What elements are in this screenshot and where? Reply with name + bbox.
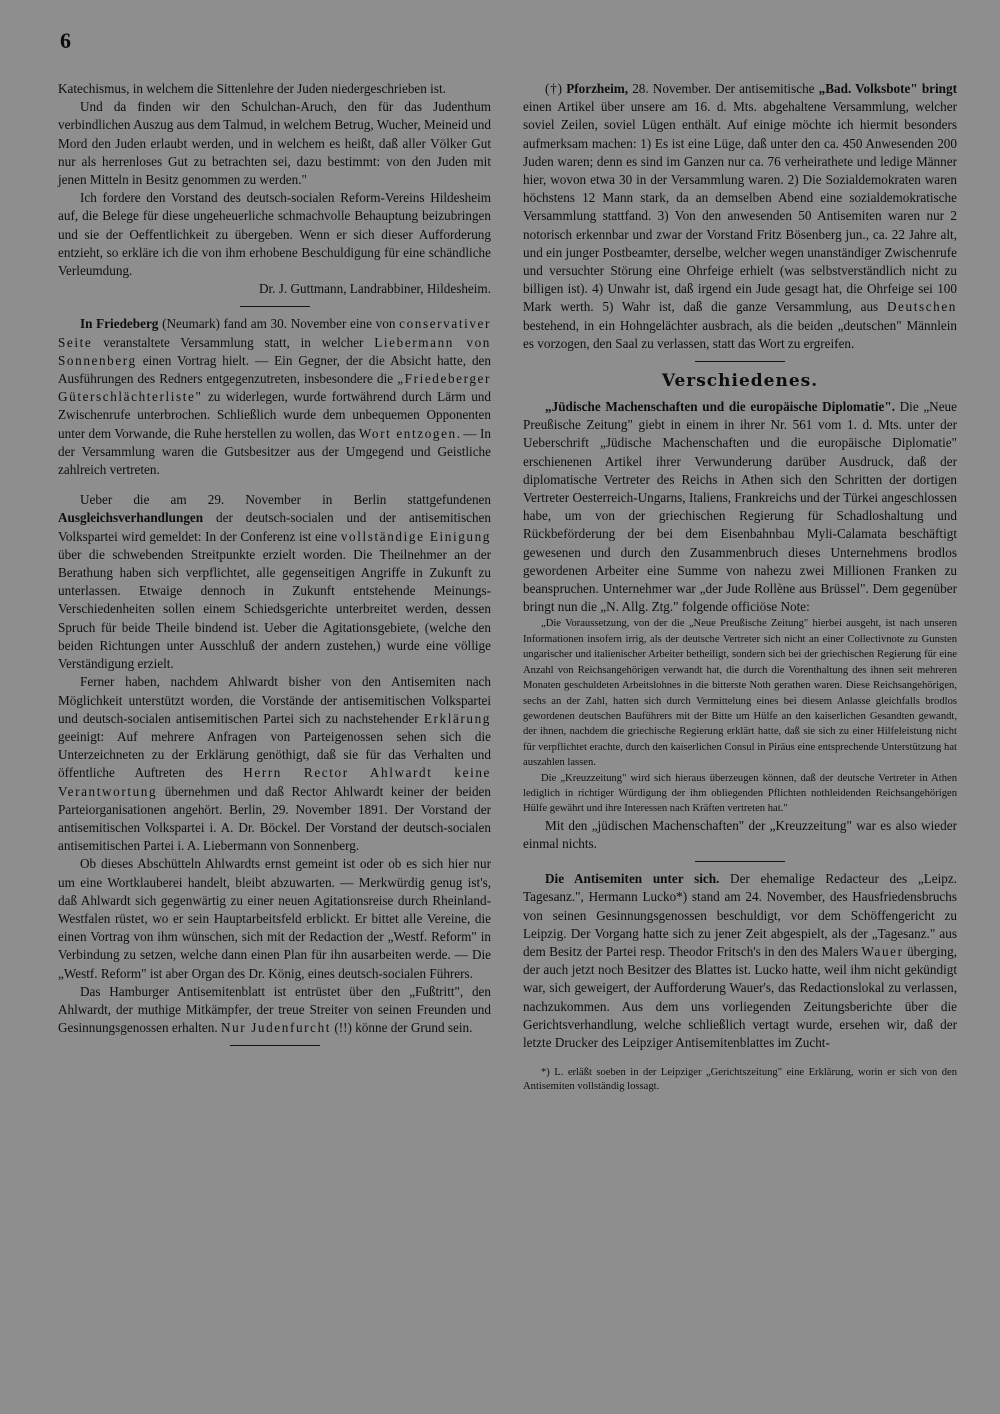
paragraph-machenschaften: „Jüdische Machenschaften und die europäische Diplomatie". Die „Neue Preußische Zeitung" giebt in einem in ihrer Nr. 561 vom 1. d. Mts. unter der Ueberschrift „Jüdische Machenschaften und die europäische Diplomatie" erschienenen Artikel ihrer Verwunderung darüber Ausdruck, daß der diplomatische Vertreter des Reichs in Athen sich den Schritten der dortigen Vertreter Oesterreich-Ungarns, Italiens, Frankreichs und der Türkei angeschlossen habe, um von der griechischen Regierung für Schadloshaltung und Rückbeförderung der bei dem Eisenbahnbau Myli-Calamata beschäftigt gewesenen und durch den Zusammenbruch dieses Unternehmens brodlos gewordenen Arbeiter eine Summe von nahezu zwei Millionen Franken zu beanspruchen. Unternehmer war „der Jude Rollène aus Brüssel". Dem gegenüber bringt nun die „N. Allg. Ztg." folgende officiöse Note: [523,399,957,615]
article-heading: „Jüdische Machenschaften und die europäische Diplomatie". [545,399,896,415]
section-title: Verschiedenes. [661,371,819,392]
note-paragraph: „Die Voraussetzung, von der die „Neue Preußische Zeitung" hierbei ausgeht, ist nach unseren Informationen insofern irrig, als der deutsche Vertreter sich nicht an einer Collectivnote zu Gunsten ungarischer und italienischer Arbeiter betheiligt, sondern sich bei der griechischen Regierung für eine Anzahl von Reichsangehörigen verwandt hat, die durch die Vorenthaltung des ihnen seit mehreren Monaten geschuldeten Arbeitslohnes in die bitterste Noth gerathen waren. Diese Reichsangehörigen, sechs an der Zahl, hatten sich durch Vermittelung eines bei diesem Anlasse gleichfalls brodlos gewordenen deutschen Bauführers mit der Bitte um Hülfe an den kaiserlichen Gesandten gewandt, der ihnen, nachdem die griechische Regierung erklärt hatte, daß sie sich zu einer Hilfeleistung nicht für verpflichtet erachte, durch den kaiserlichen Consul in Piräus eine entsprechende Unterstützung hat auszahlen lassen. [523,618,957,769]
paragraph: Mit den „jüdischen Machenschaften" der „Kreuzzeitung" war es also wieder einmal nichts. [523,817,957,851]
divider [695,861,785,862]
paragraph: Ob dieses Abschütteln Ahlwardts ernst gemeint ist oder ob es sich hier nur um eine Wortklauberei handelt, bleibt abzuwarten. — Merkwürdig genug ist's, daß Ahlwardt sich gegenwärtig zu einer neuen Agitationsreise durch Rheinland-Westfalen rüstet, wo er sein Hauptarbeitsfeld erblickt. Er bittet alle Vereine, die einen Vortrag von ihm wünschen, sich mit der Redaction der „Westf. Reform" in Verbindung zu setzen, welche dann einen Plan für ihn ausarbeiten werde. — Die „Westf. Reform" ist aber Organ des Dr. König, eines deutsch-socialen Führers. [58,856,491,981]
paragraph-hamburg: Das Hamburger Antisemitenblatt ist entrüstet über den „Fußtritt", den Ahlwardt, der muthige Mitkämpfer, der treue Streiter von seinen Freunden und Gesinnungsgenossen erhalten. Nur Judenfurcht (!!) könne der Grund sein. [58,983,491,1036]
article-heading: Die Antisemiten unter sich. [545,871,720,887]
paragraph: Katechismus, in welchem die Sittenlehre der Juden niedergeschrieben ist. [58,81,446,96]
article-heading: In Friedeberg [80,316,159,332]
paragraph-friedeberg: In Friedeberg (Neumark) fand am 30. November eine von conservativer Seite veranstaltete Versammlung statt, in welcher Liebermann von Sonnenberg einen Vortrag hielt. — Ein Gegner, der die Absicht hatte, den Ausführungen des Redners entgegenzutreten, insbesondere die „Friedeberger Güterschlächterliste" zu widerlegen, wurde fortwährend durch Lärm und Zwischenrufe unterbrochen. Schließlich wurde dem unbequemen Opponenten unter dem Vorwande, die Ruhe herstellen zu wollen, das Wort entzogen. — In der Versammlung waren die Gutsbesitzer aus der Umgegend und Geistliche zahlreich vertreten. [58,316,491,478]
article-heading: Pforzheim, [566,81,629,96]
right-column [523,80,957,1094]
paragraph-antisemiten: Die Antisemiten unter sich. Der ehemalige Redacteur des „Leipz. Tagesanz.", Hermann Lucko*) stand am 24. November, des Hausfriedensbruchs von seinen Gesinnungsgenossen beschuldigt, vor dem Schöffengericht zu Leipzig. Der Vorgang hatte sich zu jener Zeit abgespielt, als der „Tagesanz." aus dem Besitz der Partei resp. Theodor Fritsch's in den des Malers Wauer überging, der auch jetzt noch Besitzer des Blattes ist. Lucko hatte, weil ihm nicht gekündigt war, sich geweigert, der Aufforderung Wauer's, das Redactionslokal zu verlassen, nachzukommen. Aus dem uns vorliegenden Zeitungsberichte über die Gerichtsverhandlung, welche schließlich vertagt wurde, ersehen wir, daß der letzte Drucker des Leipziger Antisemitenblattes im Zucht- [523,871,958,1050]
left-column [58,80,491,1054]
note-paragraph: Die „Kreuzzeitung" wird sich hieraus überzeugen können, daß der deutsche Vertreter in Athen lediglich in richtiger Würdigung der ihm obliegenden Pflichten nothleidenden Reichsangehörigen Hülfe gewährt und ihre Interessen nach Kräften vertreten hat." [523,772,957,815]
footnote: *) L. erläßt soeben in der Leipziger „Gerichtszeitung" eine Erklärung, worin er sich von den Antisemiten vollständig lossagt. [523,1067,957,1093]
signature: Dr. J. Guttmann, Landrabbiner, Hildesheim. [258,281,491,297]
paragraph-ferner: Ferner haben, nachdem Ahlwardt bisher von den Antisemiten nach Möglichkeit unterstützt worden, die Vorstände der antisemitischen Volkspartei und deutsch-socialen antisemitischen Partei sich zu nachstehender Erklärung geeinigt: Auf mehrere Anfragen von Parteigenossen sehen sich die Unterzeichneten zu der Erklärung genöthigt, daß sie für das Verhalten und öffentliche Auftreten des Herrn Rector Ahlwardt keine Verantwortung übernehmen und daß Rector Ahlwardt keiner der beiden Parteiorganisationen angehört. Berlin, 29. November 1891. Der Vorstand der antisemitischen Volkspartei i. A. Dr. Böckel. Der Vorstand der deutsch-socialen antisemitischen Partei i. A. Liebermann von Sonnenberg. [58,674,491,854]
divider [230,1045,320,1046]
paragraph-ausgleich: Ueber die am 29. November in Berlin stattgefundenen Ausgleichsverhandlungen der deutsch-socialen und der antisemitischen Volkspartei wird gemeldet: In der Conferenz ist eine vollständige Einigung über die schwebenden Streitpunkte erzielt worden. Die Theilnehmer an der Berathung haben sich verpflichtet, alle gegenseitigen Angriffe in Zukunft zu unterlassen. Etwaige dennoch in Zukunft entstehende Meinungs-Verschiedenheiten sollen einem Schiedsgerichte unterbreitet werden, dessen Spruch für beide Theile bindend ist. Ueber die Agitationsgebiete, (welche den beiden Richtungen unter Ausschluß der andern zustehen,) wurde eine völlige Verständigung erzielt. [58,492,491,672]
divider [240,306,310,307]
paragraph: Ich fordere den Vorstand des deutsch-socialen Reform-Vereins Hildesheim auf, die Belege für diese ungeheuerliche schmachvolle Behauptung beizubringen und sie der Oeffentlichkeit zu übergeben. Wenn er sich dieser Aufforderung entzieht, so erkläre ich die von ihm erhobene Beschuldigung für eine schändliche Verleumdung. [58,190,491,279]
article-heading: Ausgleichsverhandlungen [58,510,204,526]
quoted-note [523,616,957,816]
paragraph: Und da finden wir den Schulchan-Aruch, den für das Judenthum verbindlichen Auszug aus dem Talmud, in welchem Betrug, Wucher, Meineid und Mord den Juden erlaubt werden, und in welchem es heißt, daß aller Völker Gut nur als herrenloses Gut zu betrachten sei, dazu bestimmt: von den Juden mit jenen Mitteln in Besitz genommen zu werden." [58,99,491,188]
divider [695,361,785,362]
paragraph-pforzheim: (†) Pforzheim, 28. November. Der antisemitische „Bad. Volksbote" bringt einen Artikel über unsere am 16. d. Mts. abgehaltene Versammlung, welcher soviel Zeilen, soviel Lügen enthält. Auf einige möchte ich hiermit besonders aufmerksam machen: 1) Es ist eine Lüge, daß unter den ca. 450 Anwesenden 200 Juden waren; denn es sind im Ganzen nur ca. 76 verheirathete und ledige Männer hier, wovon etwa 30 in der Versammlung waren. 2) Die Sozialdemokraten waren höchstens 12 Mann stark, da an demselben Abend eine sozialdemokratische Versammlung stattfand. 3) Von den anwesenden 50 Antisemiten waren nur 2 notorisch erkennbar und zwar der Vorstand Fritz Bösenberg jun., ca. 22 Jahre alt, und ein junger Postbeamter, derselbe, welcher wegen unanständiger Zwischenrufe und versuchter Störung eine Ohrfeige erhielt (was selbstverständlich nicht zu billigen ist). 4) Unwahr ist, daß irgend ein Jude gesagt hat, die Ohrfeige sei 100 Mark werth. 5) Wahr ist, daß die ganze Versammlung, aus Deutschen bestehend, in ein Hohngelächter ausbrach, als die beiden „deutschen" Männlein es vorzogen, den Saal zu verlassen, statt das Wort zu ergreifen. [523,81,957,351]
page-number: 6 [60,28,71,53]
